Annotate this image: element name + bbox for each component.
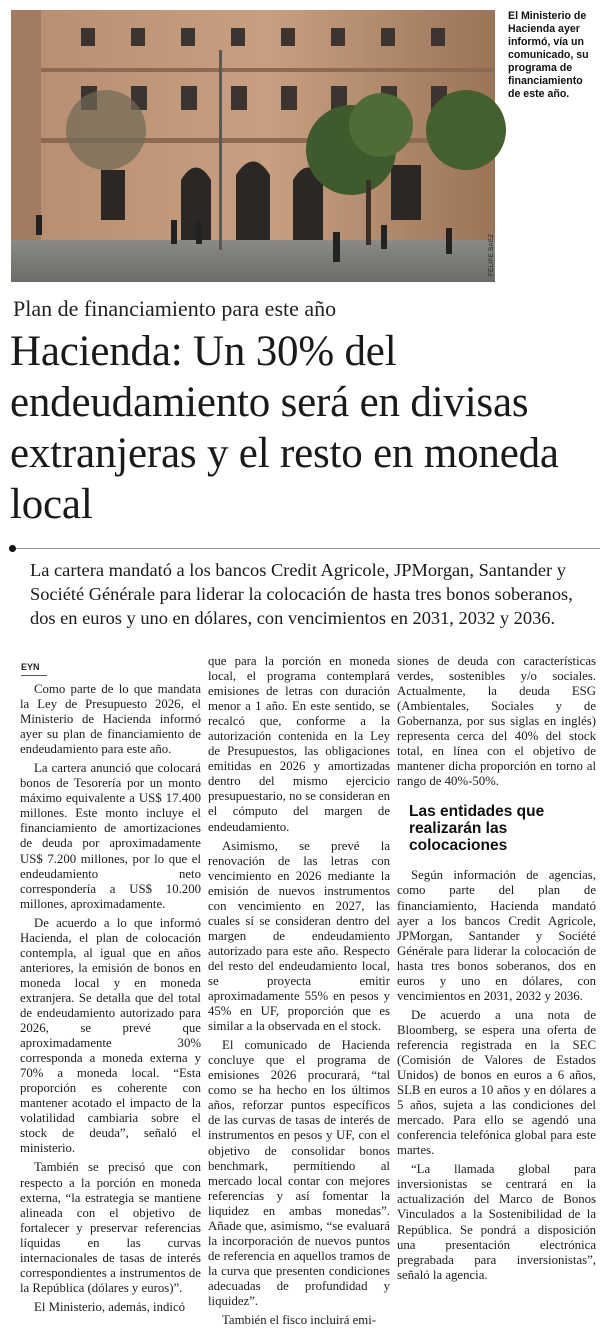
article-deck: La cartera mandató a los bancos Credit Agricole, JPMorgan, Santander y Société Générale para liderar la colocación de hasta tres bonos soberanos, dos en euros y uno en dólares, con vencimientos en 2031, 2032 y 2036.	[30, 560, 573, 628]
article-photo	[11, 10, 495, 282]
paragraph: También se precisó que con respecto a la porción en moneda externa, “la estrategia se mantiene alineada con el objetivo de fortalecer y preservar referencias líquidas en las curvas internacionales de tasas de interés correspondientes a instrumentos de la República (dólares y euros)”.	[20, 1160, 201, 1295]
byline-underline	[21, 675, 47, 676]
paragraph: El Ministerio, además, indicó	[34, 1299, 186, 1314]
article-column-2	[208, 654, 390, 1332]
article-byline: EYN	[21, 662, 40, 672]
paragraph: De acuerdo a una nota de Bloomberg, se espera una oferta de referencia registrada en la SEC (Comisión de Valores de Estados Unidos) de bonos en euros a 6 años, SLB en euros a 10 años y en dólares a 5 años, sujeta a las condiciones del mercado. Para ello se agendó una conferencia telefónica global para este martes.	[397, 1007, 596, 1158]
headline-divider	[14, 548, 600, 549]
paragraph: que para la porción en moneda local, el programa contemplará emisiones de letras con duración menor a 1 año. En este sentido, se recalcó que, conforme a la autorización contenida en la Ley de Presupuestos, las obligaciones emitidas en 2026 y amortizadas dentro del mismo ejercicio presupuestario, no se consideran en el cómputo del margen de endeudamiento.	[208, 654, 390, 834]
photo-credit: FELIPE BAEZ	[489, 233, 495, 276]
paragraph: De acuerdo a lo que informó Hacienda, el plan de colocación contempla, al igual que en años anteriores, la emisión de bonos en moneda local y en moneda extranjera. Se detalla que del total de endeudamiento autorizado para 2026, se prevé que aproximadamente 30% corresponda a moneda externa y 70% a moneda local. “Esta proporción es coherente con mantener acotado el impacto de la volatilidad cambiaria sobre el stock de deuda”, señaló el ministerio.	[20, 915, 201, 1156]
paragraph: “La llamada global para inversionistas se centrará en la actualización del Marco de Bonos Vinculados a la Sostenibilidad de la República. Se pondrá a disposición una presentación electrónica pregrabada para inversionistas”, señaló la agencia.	[397, 1162, 596, 1282]
paragraph: Según información de agencias, como parte del plan de financiamiento, Hacienda mandató ayer a los bancos Credit Agricole, JPMorgan, Santander y Société Générale para liderar la colocación de hasta tres bonos soberanos, dos en euros y uno en dólares, con vencimientos en 2031, 2032 y 2036.	[397, 868, 596, 1003]
article-column-3	[397, 654, 596, 1287]
divider-bullet	[9, 545, 16, 552]
paragraph: La cartera anunció que colocará bonos de Tesorería por un monto máximo equivalente a US$ 17.400 millones. Este monto incluye el financiamiento de amortizaciones de deuda por aproximadamente US$ 7.200 millones, por lo que el endeudamiento neto correspondería a US$ 10.200 millones, aproximadamente.	[20, 761, 201, 911]
paragraph: Como parte de lo que mandata la Ley de Presupuesto 2026, el Ministerio de Hacienda informó ayer su plan de financiamiento de endeudamiento para este año.	[20, 682, 201, 757]
article-kicker: Plan de financiamiento para este año	[13, 296, 337, 321]
photo-caption: El Ministerio de Hacienda ayer informó, vía un comunicado, su programa de financiamiento de este año.	[508, 10, 589, 100]
paragraph: siones de deuda con características verdes, sostenibles y/o sociales. Actualmente, la deuda ESG (Ambientales, Sociales y de Gobernanza, por sus siglas en inglés) representa cerca del 40% del stock total, en línea con el objetivo de mantener dicha proporción en torno al rango de 40%-50%.	[397, 654, 596, 789]
article-headline: Hacienda: Un 30% del endeudamiento será en divisas extranjeras y el resto en moneda local	[10, 328, 559, 528]
building-photo-illustration	[11, 10, 495, 282]
paragraph: También el fisco incluirá emi-	[222, 1313, 377, 1328]
article-column-1	[20, 682, 201, 1319]
paragraph: Asimismo, se prevé la renovación de las letras con vencimiento en 2026 mediante la emisión de nuevos instrumentos con vencimiento en 2027, las cuales sí se consideran dentro del margen de endeudamiento autorizado para este año. Respecto del resto del endeudamiento local, se proyecta emitir aproximadamente 55% en pesos y 45% en UF, proporción que es similar a la observada en el stock.	[208, 838, 390, 1034]
paragraph: El comunicado de Hacienda concluye que el programa de emisiones 2026 procurará, “tal como se ha hecho en los últimos años, reforzar puntos específicos de las curvas de tasas de interés de instrumentos en pesos y UF, con el objetivo de consolidar bonos benchmark, permitiendo al mercado local contar con mejores referencias y así fomentar la liquidez en ambas monedas”. Añade que, asimismo, “se evaluará la incorporación de nuevos puntos de referencia en aquellos tramos de la curva que presenten condiciones adecuadas de profundidad y liquidez”.	[208, 1038, 390, 1308]
section-subhead: Las entidades que realizarán las colocaciones	[409, 803, 545, 855]
